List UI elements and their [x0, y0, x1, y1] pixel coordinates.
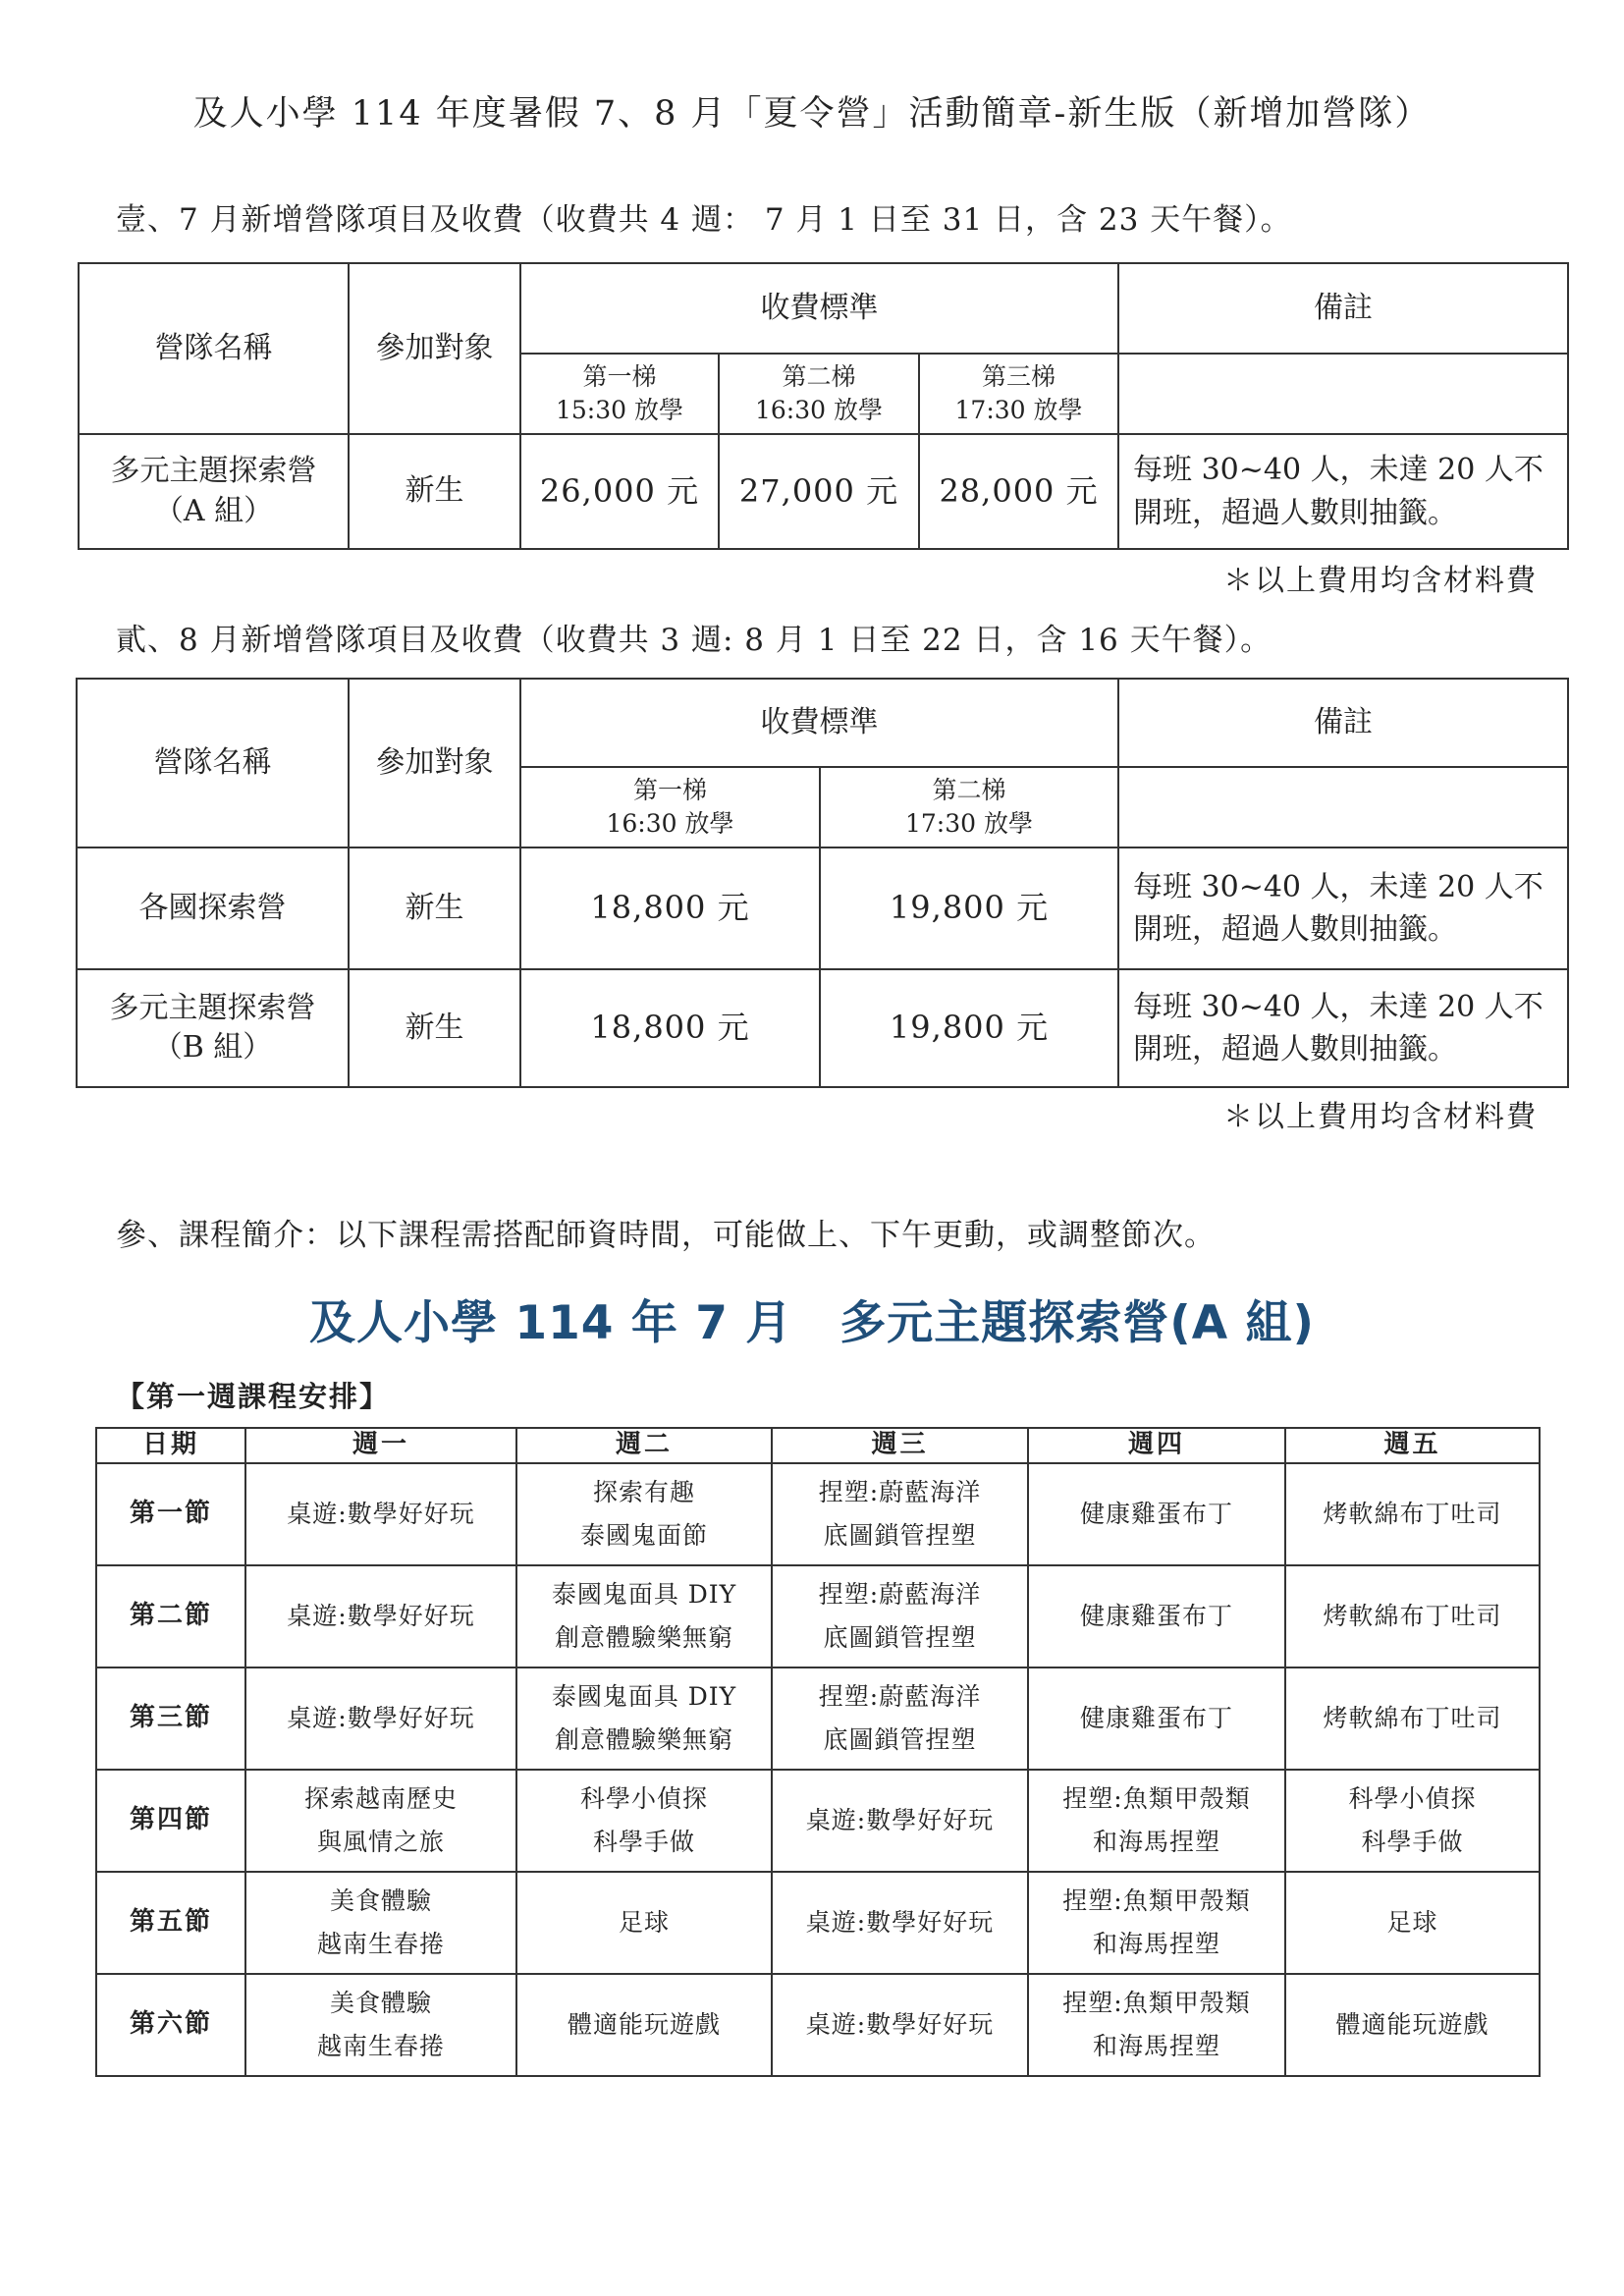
header-date: 日期	[96, 1428, 245, 1463]
course-line: 創意體驗樂無窮	[554, 1725, 733, 1754]
course-line: 足球	[1386, 1908, 1438, 1938]
course-line: 科學手做	[592, 1828, 695, 1856]
course-line: 桌遊:數學好好玩	[287, 1704, 475, 1733]
header-remark: 備註	[1118, 263, 1568, 354]
price-cell: 19,800 元	[820, 847, 1118, 969]
header-tuesday: 週二	[516, 1428, 772, 1463]
course-line: 桌遊:數學好好玩	[805, 1806, 995, 1835]
course-line: 烤軟綿布丁吐司	[1323, 1704, 1502, 1733]
course-line: 捏塑:蔚藍海洋	[818, 1682, 982, 1712]
remark-cell: 每班 30~40 人，未達 20 人不 開班，超過人數則抽籤。	[1118, 847, 1568, 969]
course-line: 和海馬捏塑	[1092, 1930, 1220, 1958]
course-cell	[516, 1463, 772, 1565]
camp-name-cell: 多元主題探索營 （B 組）	[77, 969, 349, 1087]
course-cell	[1285, 1463, 1540, 1565]
price-cell: 19,800 元	[820, 969, 1118, 1087]
course-cell	[245, 1974, 516, 2076]
price-cell: 18,800 元	[520, 969, 820, 1087]
price-cell: 18,800 元	[520, 847, 820, 969]
remark-blank-cell	[1118, 767, 1568, 847]
header-target: 參加對象	[349, 263, 520, 434]
course-cell	[245, 1565, 516, 1667]
course-cell	[772, 1667, 1028, 1770]
course-cell	[772, 1974, 1028, 2076]
target-cell: 新生	[349, 969, 520, 1087]
header-fee-standard: 收費標準	[520, 263, 1118, 354]
course-cell	[245, 1770, 516, 1872]
course-line: 和海馬捏塑	[1092, 2032, 1220, 2060]
course-line: 足球	[618, 1908, 670, 1938]
header-monday: 週一	[245, 1428, 516, 1463]
period-label: 第二節	[96, 1565, 245, 1667]
course-line: 泰國鬼面節	[579, 1521, 708, 1550]
course-cell	[516, 1974, 772, 2076]
course-line: 泰國鬼面具 DIY	[551, 1682, 737, 1712]
tier-header: 第二梯 17:30 放學	[820, 767, 1118, 847]
target-cell: 新生	[349, 434, 520, 549]
price-cell: 26,000 元	[520, 434, 719, 549]
course-line: 健康雞蛋布丁	[1079, 1704, 1233, 1733]
table-row	[96, 1974, 1540, 2076]
header-camp-name: 營隊名稱	[79, 263, 349, 434]
course-line: 美食體驗	[329, 1989, 432, 2018]
table-row	[79, 434, 1568, 549]
course-line: 底圖鎖管捏塑	[823, 1521, 977, 1550]
price-cell: 28,000 元	[919, 434, 1118, 549]
course-cell	[772, 1463, 1028, 1565]
course-cell	[1028, 1872, 1285, 1974]
document-title: 及人小學 114 年度暑假 7、8 月「夏令營」活動簡章-新生版（新增加營隊）	[192, 94, 1432, 134]
tier-header: 第一梯 16:30 放學	[520, 767, 820, 847]
course-line: 桌遊:數學好好玩	[805, 1908, 995, 1938]
course-line: 捏塑:魚類甲殼類	[1062, 1989, 1251, 2018]
course-line: 泰國鬼面具 DIY	[551, 1580, 737, 1610]
course-line: 捏塑:蔚藍海洋	[818, 1478, 982, 1507]
course-line: 底圖鎖管捏塑	[823, 1725, 977, 1754]
course-cell	[245, 1872, 516, 1974]
period-label: 第三節	[96, 1667, 245, 1770]
course-line: 桌遊:數學好好玩	[805, 2010, 995, 2040]
camp-name-cell: 各國探索營	[77, 847, 349, 969]
course-line: 捏塑:魚類甲殼類	[1062, 1784, 1251, 1814]
header-remark: 備註	[1118, 679, 1568, 767]
course-line: 科學小偵探	[579, 1784, 708, 1814]
course-line: 捏塑:蔚藍海洋	[818, 1580, 982, 1610]
course-line: 科學手做	[1361, 1828, 1464, 1856]
course-cell	[245, 1667, 516, 1770]
schedule-table	[95, 1427, 1541, 2077]
table-row	[77, 969, 1568, 1087]
course-line: 體適能玩遊戲	[567, 2010, 721, 2040]
course-line: 美食體驗	[329, 1886, 432, 1916]
course-cell	[516, 1667, 772, 1770]
week-heading: 【第一週課程安排】	[116, 1380, 391, 1413]
course-line: 與風情之旅	[316, 1828, 445, 1856]
course-cell	[1285, 1770, 1540, 1872]
period-label: 第一節	[96, 1463, 245, 1565]
course-cell	[1285, 1872, 1540, 1974]
course-cell	[772, 1770, 1028, 1872]
tier-header: 第三梯 17:30 放學	[919, 354, 1118, 434]
course-line: 健康雞蛋布丁	[1079, 1500, 1233, 1529]
header-camp-name: 營隊名稱	[77, 679, 349, 847]
course-cell	[516, 1770, 772, 1872]
course-cell	[772, 1565, 1028, 1667]
course-line: 桌遊:數學好好玩	[287, 1602, 475, 1631]
table-row	[96, 1770, 1540, 1872]
august-fee-table	[76, 678, 1569, 1088]
price-cell: 27,000 元	[719, 434, 919, 549]
course-cell	[1028, 1565, 1285, 1667]
course-line: 健康雞蛋布丁	[1079, 1602, 1233, 1631]
course-line: 烤軟綿布丁吐司	[1323, 1602, 1502, 1631]
section2-footnote: ＊以上費用均含材料費	[1223, 1100, 1538, 1134]
course-cell	[1285, 1565, 1540, 1667]
course-cell	[1285, 1974, 1540, 2076]
course-cell	[1028, 1770, 1285, 1872]
course-cell	[1028, 1463, 1285, 1565]
camp-name-cell: 多元主題探索營 （A 組）	[79, 434, 349, 549]
course-cell	[772, 1872, 1028, 1974]
section2-heading: 貳、8 月新增營隊項目及收費（收費共 3 週: 8 月 1 日至 22 日，含 16 天午餐）。	[116, 623, 1272, 658]
table-row	[96, 1872, 1540, 1974]
course-cell	[1028, 1667, 1285, 1770]
period-label: 第四節	[96, 1770, 245, 1872]
course-cell	[516, 1872, 772, 1974]
header-fee-standard: 收費標準	[520, 679, 1118, 767]
header-target: 參加對象	[349, 679, 520, 847]
course-line: 桌遊:數學好好玩	[287, 1500, 475, 1529]
section1-heading: 壹、7 月新增營隊項目及收費（收費共 4 週： 7 月 1 日至 31 日，含 23 天午餐）。	[116, 202, 1292, 238]
course-cell	[516, 1565, 772, 1667]
table-row	[77, 847, 1568, 969]
course-cell	[1285, 1667, 1540, 1770]
course-line: 越南生春捲	[316, 1930, 445, 1958]
table-row	[96, 1463, 1540, 1565]
table-row	[96, 1667, 1540, 1770]
tier-header: 第一梯 15:30 放學	[520, 354, 719, 434]
header-friday: 週五	[1285, 1428, 1540, 1463]
header-wednesday: 週三	[772, 1428, 1028, 1463]
course-cell	[245, 1463, 516, 1565]
remark-cell: 每班 30~40 人，未達 20 人不 開班，超過人數則抽籤。	[1118, 969, 1568, 1087]
header-thursday: 週四	[1028, 1428, 1285, 1463]
course-line: 烤軟綿布丁吐司	[1323, 1500, 1502, 1529]
period-label: 第六節	[96, 1974, 245, 2076]
tier-header: 第二梯 16:30 放學	[719, 354, 919, 434]
july-fee-table	[78, 262, 1569, 550]
course-line: 體適能玩遊戲	[1335, 2010, 1489, 2040]
course-line: 探索有趣	[592, 1478, 695, 1507]
remark-blank-cell	[1118, 354, 1568, 434]
table-row	[96, 1565, 1540, 1667]
course-line: 和海馬捏塑	[1092, 1828, 1220, 1856]
section3-heading: 參、課程簡介：以下課程需搭配師資時間，可能做上、下午更動，或調整節次。	[116, 1218, 1216, 1253]
course-line: 底圖鎖管捏塑	[823, 1623, 977, 1652]
schedule-title: 及人小學 114 年 7 月 多元主題探索營(A 組)	[309, 1296, 1315, 1350]
course-line: 科學小偵探	[1348, 1784, 1477, 1814]
section1-footnote: ＊以上費用均含材料費	[1223, 564, 1538, 598]
course-cell	[1028, 1974, 1285, 2076]
course-line: 創意體驗樂無窮	[554, 1623, 733, 1652]
course-line: 探索越南歷史	[303, 1784, 458, 1814]
target-cell: 新生	[349, 847, 520, 969]
remark-cell: 每班 30~40 人，未達 20 人不 開班，超過人數則抽籤。	[1118, 434, 1568, 549]
period-label: 第五節	[96, 1872, 245, 1974]
course-line: 越南生春捲	[316, 2032, 445, 2060]
course-line: 捏塑:魚類甲殼類	[1062, 1886, 1251, 1916]
